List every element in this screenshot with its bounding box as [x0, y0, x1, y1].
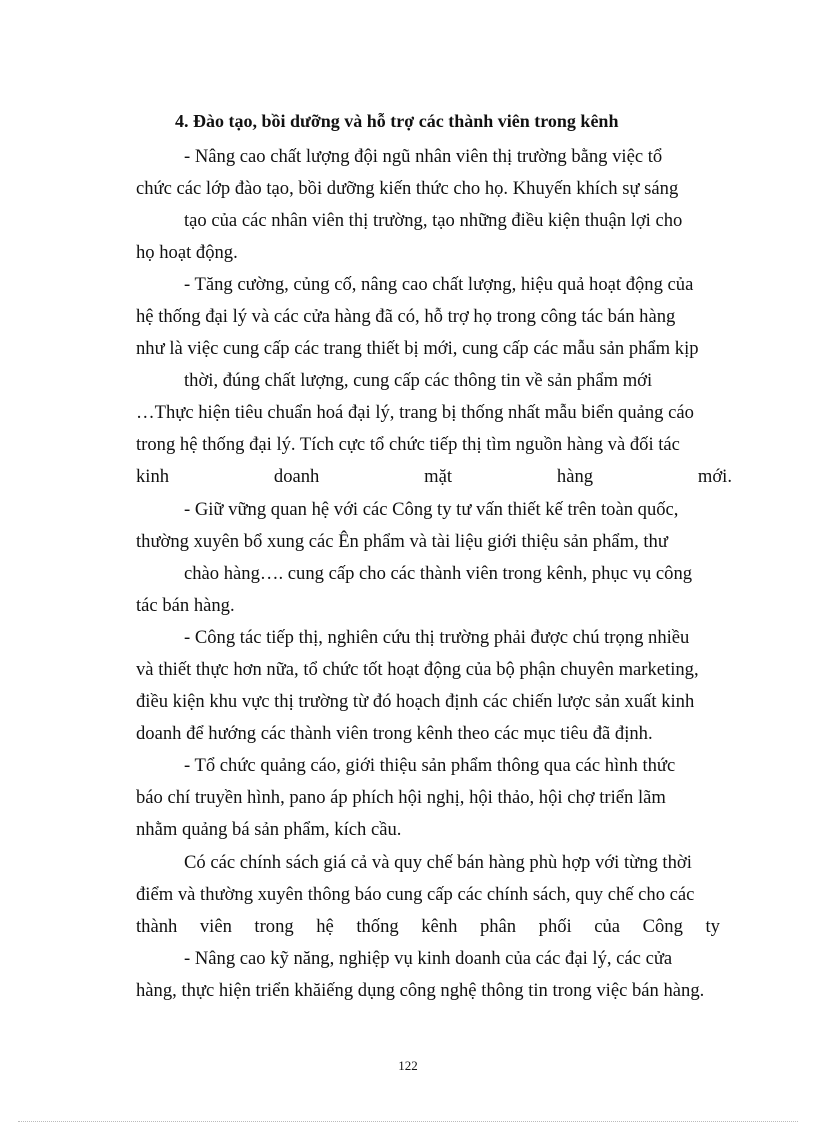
text-line: tạo của các nhân viên thị trường, tạo những điều kiện thuận lợi cho [184, 210, 683, 231]
text-line: thời, đúng chất lượng, cung cấp các thông tin về sản phẩm mới [184, 370, 653, 391]
text-line: - Tăng cường, củng cố, nâng cao chất lượng, hiệu quả hoạt động của [184, 274, 694, 295]
word: ty [705, 916, 720, 937]
text-line: …Thực hiện tiêu chuẩn hoá đại lý, trang bị thống nhất mẫu biển quảng cáo [136, 402, 694, 423]
word: hàng [556, 466, 594, 487]
text-line: nhằm quảng bá sản phẩm, kích cầu. [136, 819, 402, 840]
page-number: 122 [398, 1058, 418, 1073]
word: phối [538, 916, 572, 937]
word: của [594, 916, 621, 937]
word: hệ [316, 916, 334, 937]
text-line: - Giữ vững quan hệ với các Công ty tư vấn thiết kế trên toàn quốc, [184, 499, 679, 520]
justified-line [136, 465, 732, 489]
word: kênh [421, 916, 458, 937]
text-line: báo chí truyền hình, pano áp phích hội nghị, hội thảo, hội chợ triển lãm [136, 787, 666, 808]
text-line: điều kiện khu vực thị trường từ đó hoạch định các chiến lược sản xuất kinh [136, 691, 695, 712]
word: mới. [697, 466, 732, 487]
text-line: - Công tác tiếp thị, nghiên cứu thị trường phải được chú trọng nhiều [184, 627, 690, 648]
text-line: hàng, thực hiện triển khăiếng dụng công nghệ thông tin trong việc bán hàng. [136, 980, 705, 1001]
text-line: tác bán hàng. [136, 595, 235, 616]
word: kinh [136, 466, 170, 487]
text-line: như là việc cung cấp các trang thiết bị mới, cung cấp các mẫu sản phẩm kịp [136, 338, 699, 359]
text-line: - Nâng cao chất lượng đội ngũ nhân viên thị trường bằng việc tổ [184, 146, 663, 167]
text-line: hệ thống đại lý và các cửa hàng đã có, hỗ trợ họ trong công tác bán hàng [136, 306, 676, 327]
text-line: thường xuyên bổ xung các Ên phẩm và tài liệu giới thiệu sản phẩm, thư [136, 531, 668, 552]
word: Công [642, 916, 683, 937]
text-line: họ hoạt động. [136, 242, 238, 263]
text-line: chào hàng…. cung cấp cho các thành viên trong kênh, phục vụ công [184, 563, 693, 584]
section-heading: 4. Đào tạo, bồi dưỡng và hỗ trợ các thành viên trong kênh [175, 111, 619, 131]
text-line: điểm và thường xuyên thông báo cung cấp các chính sách, quy chế cho các [136, 884, 695, 905]
word: phân [479, 916, 517, 937]
text-line: - Nâng cao kỹ năng, nghiệp vụ kinh doanh của các đại lý, các cửa [184, 948, 673, 969]
word: viên [199, 916, 232, 937]
text-line: trong hệ thống đại lý. Tích cực tổ chức tiếp thị tìm nguồn hàng và đối tác [136, 434, 680, 455]
word: thống [356, 916, 399, 937]
page-bottom-divider [18, 1121, 798, 1122]
justified-line [136, 915, 720, 939]
text-line: - Tổ chức quảng cáo, giới thiệu sản phẩm thông qua các hình thức [184, 755, 676, 776]
text-line: chức các lớp đào tạo, bồi dưỡng kiến thức cho họ. Khuyến khích sự sáng [136, 178, 679, 199]
word: doanh [273, 466, 320, 487]
text-line: doanh để hướng các thành viên trong kênh theo các mục tiêu đã định. [136, 723, 653, 744]
text-line: Có các chính sách giá cả và quy chế bán hàng phù hợp với từng thời [184, 852, 692, 873]
word: thành [136, 916, 178, 937]
text-line: và thiết thực hơn nữa, tổ chức tốt hoạt động của bộ phận chuyên marketing, [136, 659, 699, 680]
word: mặt [424, 466, 453, 487]
word: trong [254, 916, 294, 937]
